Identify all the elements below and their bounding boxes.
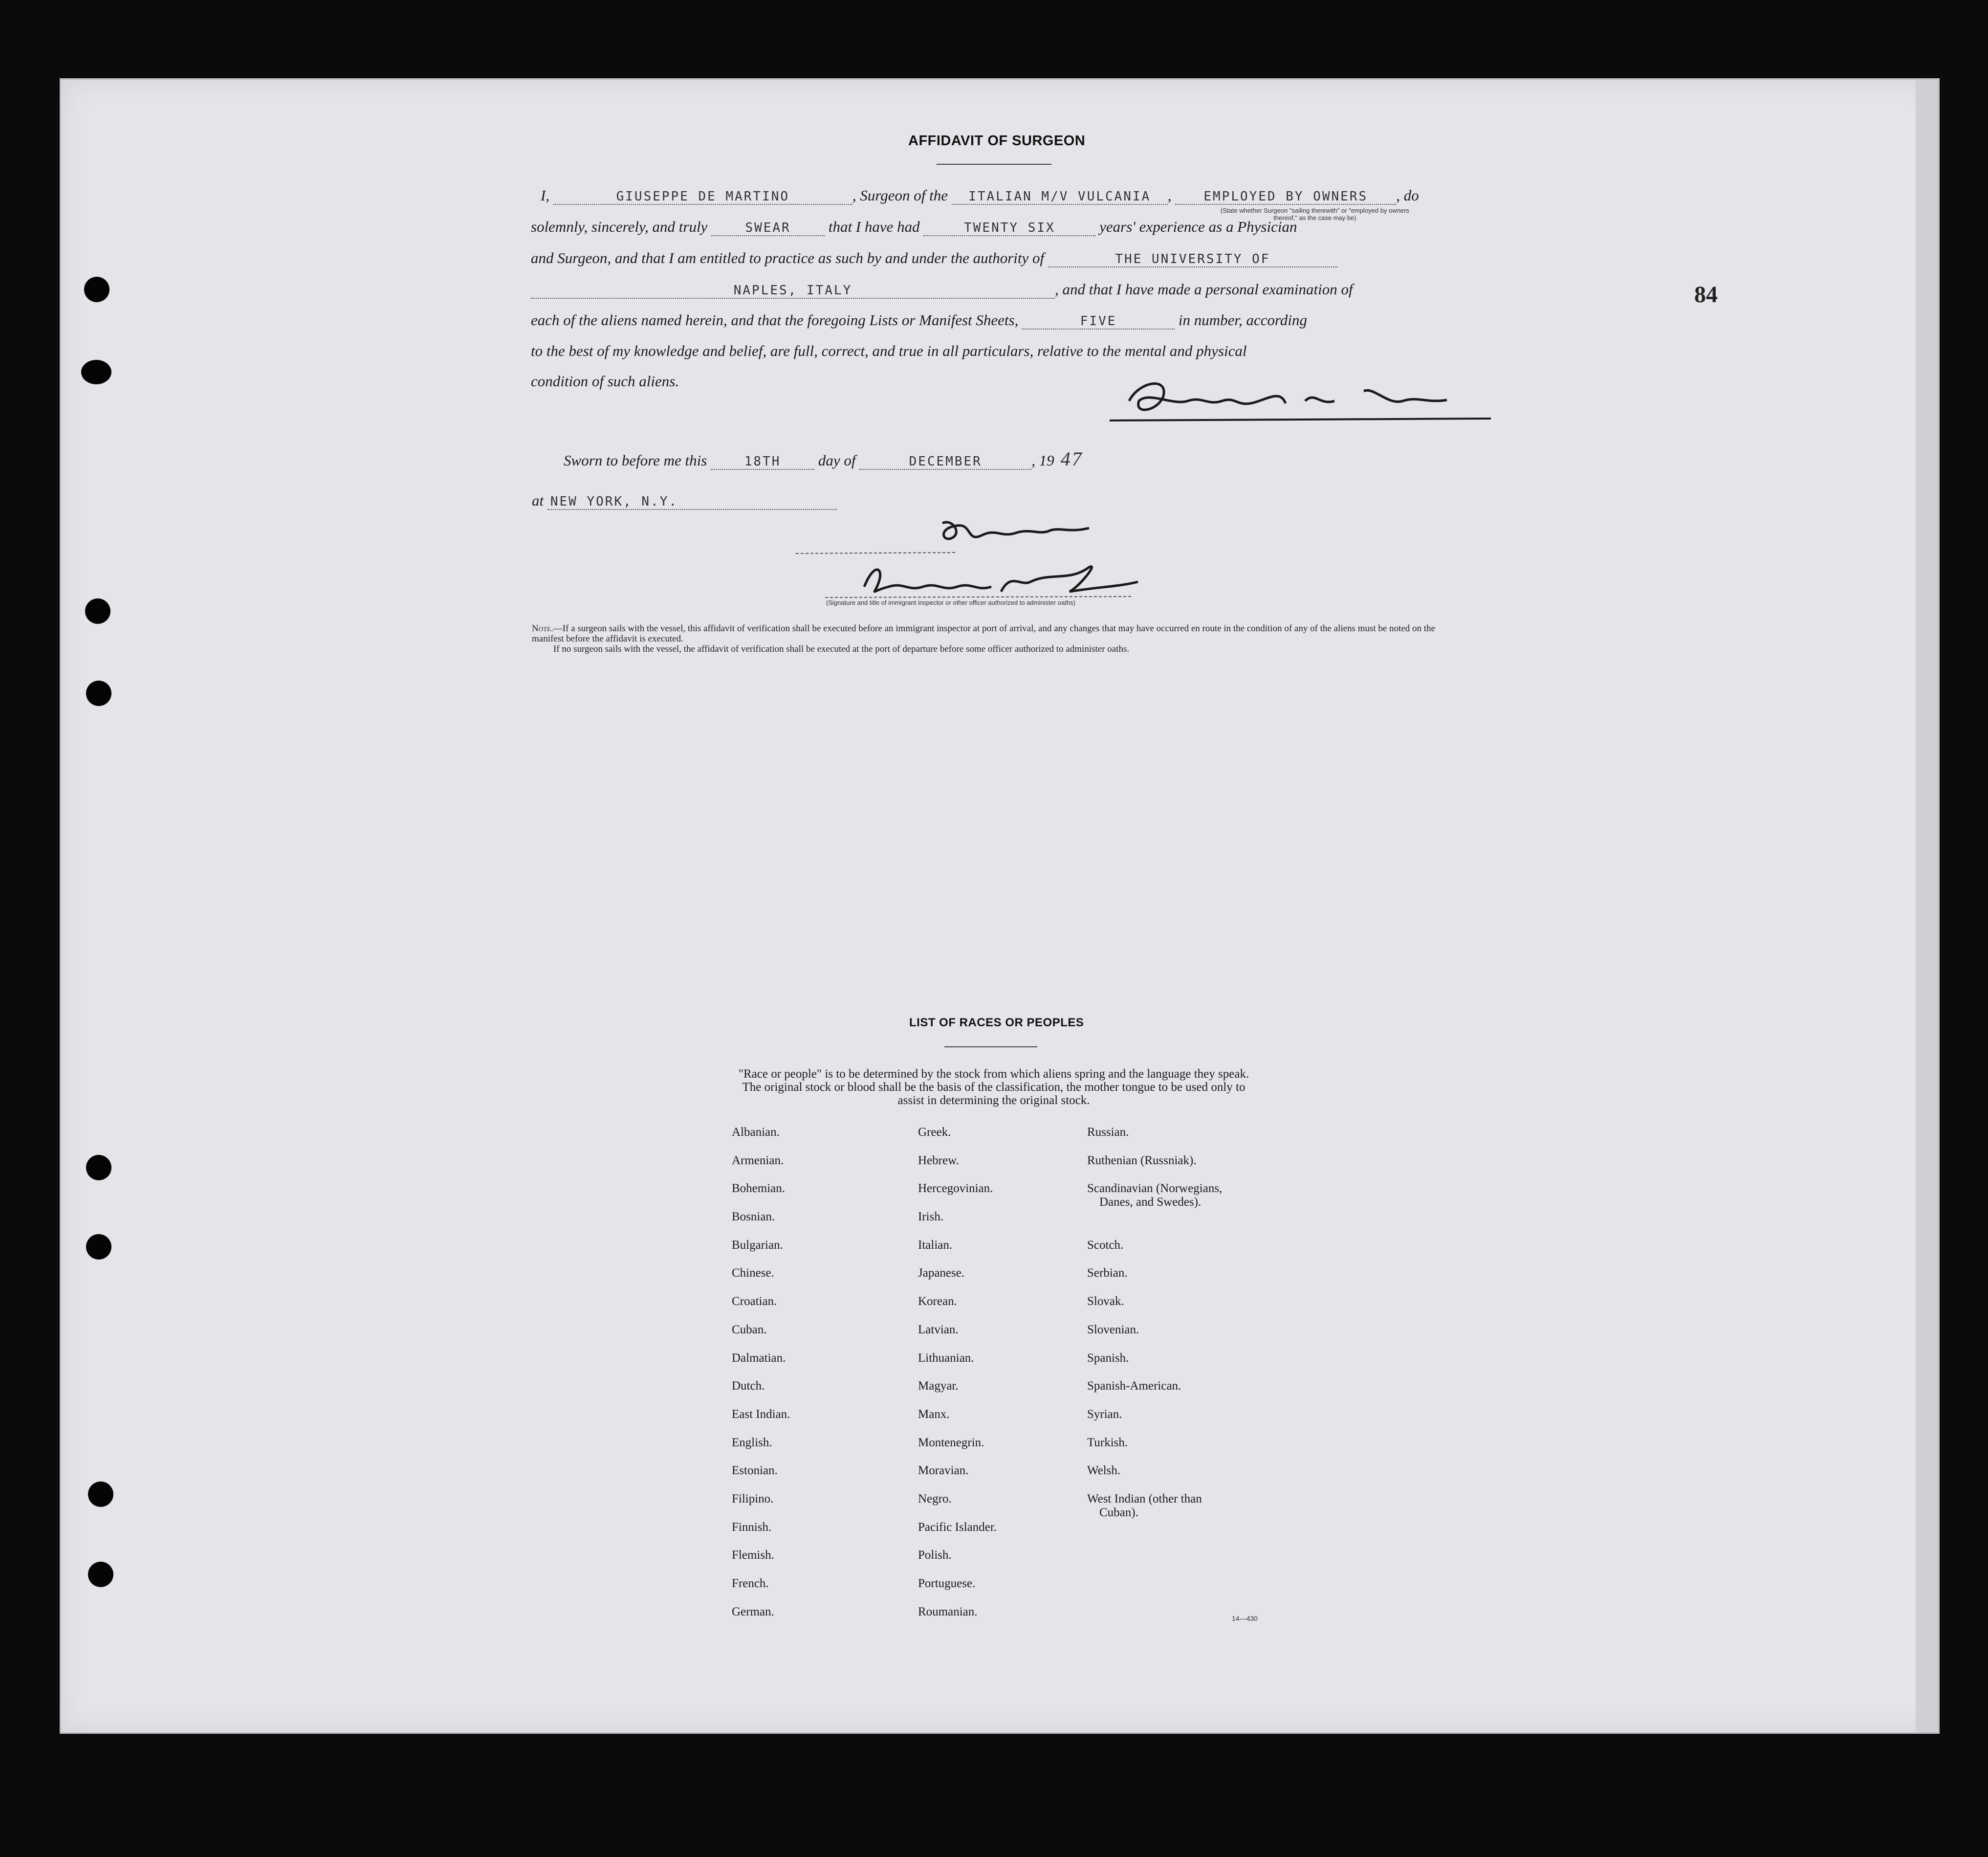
race-item: West Indian (other than Cuban). [1087,1492,1202,1519]
race-item: Negro. [918,1492,952,1505]
text: , [1167,187,1172,204]
form-number: 14—430 [1232,1614,1258,1622]
page-edge [1916,80,1938,1732]
races-column-1 [732,1126,790,1633]
text: , do [1396,187,1419,204]
race-item: Filipino. [732,1492,774,1505]
race-item: Dutch. [732,1379,765,1393]
race-item: Latvian. [918,1323,959,1336]
punch-hole [88,1562,113,1587]
race-item: Portuguese. [918,1577,976,1590]
race-item: Bosnian. [732,1210,775,1224]
punch-hole [86,1234,111,1260]
text: Sworn to before me this [564,452,707,469]
text: , and that I have made a personal examination of [1055,281,1353,298]
text: solemnly, sincerely, and truly [531,218,708,235]
text: , Surgeon of the [852,187,948,204]
race-item: Spanish. [1087,1351,1129,1365]
races-intro: "Race or people" is to be determined by the stock from which aliens spring and the language they speak. The original stock or blood shall be the basis of the classification, the mother tongue to be used only to assist in determining the original stock. [738,1067,1249,1107]
affidavit-line-2 [531,218,1297,236]
affidavit-line-5 [531,311,1307,330]
text: that I have had [828,218,920,235]
employment-hint: (State whether Surgeon "sailing therewith" or "employed by owners thereof," as the case may be) [1221,207,1409,221]
race-item: English. [732,1436,772,1449]
authority-field-2: NAPLES, ITALY [531,283,1055,299]
punch-hole [84,277,109,302]
race-item: Hebrew. [918,1153,959,1167]
race-item: Armenian. [732,1153,784,1167]
race-item: Russian. [1087,1126,1129,1139]
note-text-1: —If a surgeon sails with the vessel, this affidavit of verification shall be executed before an immigrant inspector at port of arrival, and any changes that may have occurred en route in the condition of any of the aliens must be noted on the manifest before the affidavit is executed. [532,623,1436,644]
race-item: Syrian. [1087,1407,1122,1421]
affidavit-line-4 [531,281,1353,299]
race-item: Dalmatian. [732,1351,786,1365]
text: day of [818,452,856,469]
surgeon-signature [1110,372,1491,425]
race-item: Bohemian. [732,1182,786,1195]
oath-field: SWEAR [711,221,825,236]
race-item: Pacific Islander. [918,1520,997,1534]
sworn-line [564,447,1090,470]
race-item: Albanian. [732,1126,780,1139]
race-item: Hercegovinian. [918,1182,993,1195]
race-item: Cuban. [732,1323,767,1336]
sheets-field: FIVE [1022,314,1175,330]
text: in number, according [1178,311,1308,329]
surgeon-name-field: GIUSEPPE DE MARTINO [553,189,852,205]
races-column-3 [1087,1126,1222,1633]
race-item: Polish. [918,1548,952,1562]
officer-signature [796,513,1162,611]
race-item: French. [732,1577,769,1590]
race-item: Irish. [918,1210,944,1224]
race-item: Magyar. [918,1379,959,1393]
race-item [1087,1210,1222,1238]
race-item: Finnish. [732,1520,772,1534]
race-item: Flemish. [732,1548,774,1562]
punch-hole [86,681,111,706]
affidavit-line-3 [531,249,1337,267]
punch-hole [88,1481,113,1507]
note-block [532,623,1461,654]
race-item: Roumanian. [918,1605,978,1618]
race-item: German. [732,1605,774,1618]
affidavit-title: AFFIDAVIT OF SURGEON [908,133,1086,149]
place-field: NEW YORK, N.Y. [547,494,837,510]
race-item: Greek. [918,1126,951,1139]
race-item: Korean. [918,1295,957,1308]
race-item [1087,1548,1222,1577]
punch-hole [86,1155,111,1180]
race-item: Slovenian. [1087,1323,1139,1336]
text: years' experience as a Physician [1099,218,1297,235]
races-column-2 [918,1126,997,1633]
races-title: LIST OF RACES OR PEOPLES [909,1016,1084,1029]
race-item [1087,1605,1222,1634]
affidavit-line-7: condition of such aliens. [531,373,679,390]
race-item [1087,1521,1222,1549]
race-item: Scotch. [1087,1238,1124,1252]
race-item: Serbian. [1087,1266,1128,1280]
place-line [532,492,837,510]
race-item: Turkish. [1087,1436,1128,1449]
punch-hole [85,598,110,624]
affidavit-line-1 [541,187,1419,205]
race-item: East Indian. [732,1407,790,1421]
races-title-rule [944,1046,1037,1047]
race-item: Welsh. [1087,1464,1121,1478]
race-item: Ruthenian (Russniak). [1087,1153,1197,1167]
note-label: Note. [532,623,553,634]
race-item: Croatian. [732,1295,777,1308]
text: and Surgeon, and that I am entitled to practice as such by and under the authority of [531,249,1045,266]
race-item: Slovak. [1087,1295,1124,1308]
affidavit-line-6: to the best of my knowledge and belief, are full, correct, and true in all particulars, relative to the mental and physical [531,342,1247,359]
text: each of the aliens named herein, and that the foregoing Lists or Manifest Sheets, [531,311,1019,329]
vessel-field: ITALIAN M/V VULCANIA [952,189,1168,205]
race-item: Estonian. [732,1464,778,1478]
text: , 19 [1031,452,1054,469]
race-item: Japanese. [918,1266,965,1280]
page-number: 84 [1694,282,1718,308]
race-item: Spanish-American. [1087,1379,1181,1393]
employment-field: EMPLOYED BY OWNERS [1175,189,1396,205]
years-field: TWENTY SIX [923,221,1095,236]
note-text-2: If no surgeon sails with the vessel, the affidavit of verification shall be executed at the port of departure before some officer authorized to administer oaths. [553,644,1130,654]
sworn-day-field: 18TH [711,454,814,470]
race-item: Manx. [918,1407,950,1421]
race-item: Chinese. [732,1266,774,1280]
race-item: Moravian. [918,1464,969,1478]
race-item: Bulgarian. [732,1238,783,1252]
sworn-year-field: 47 [1060,448,1083,470]
race-item: Scandinavian (Norwegians, Danes, and Swedes). [1087,1182,1223,1209]
title-rule [937,164,1051,165]
race-item: Montenegrin. [918,1436,984,1449]
race-item: Lithuanian. [918,1351,974,1365]
sworn-month-field: DECEMBER [859,454,1031,470]
authority-field-1: THE UNIVERSITY OF [1048,252,1337,267]
punch-hole [81,360,111,384]
text: at [532,492,544,509]
officer-caption: (Signature and title of immigrant inspector or other officer authorized to administer oaths) [826,599,1075,606]
race-item: Italian. [918,1238,953,1252]
text: I, [541,187,550,204]
race-item [1087,1577,1222,1605]
